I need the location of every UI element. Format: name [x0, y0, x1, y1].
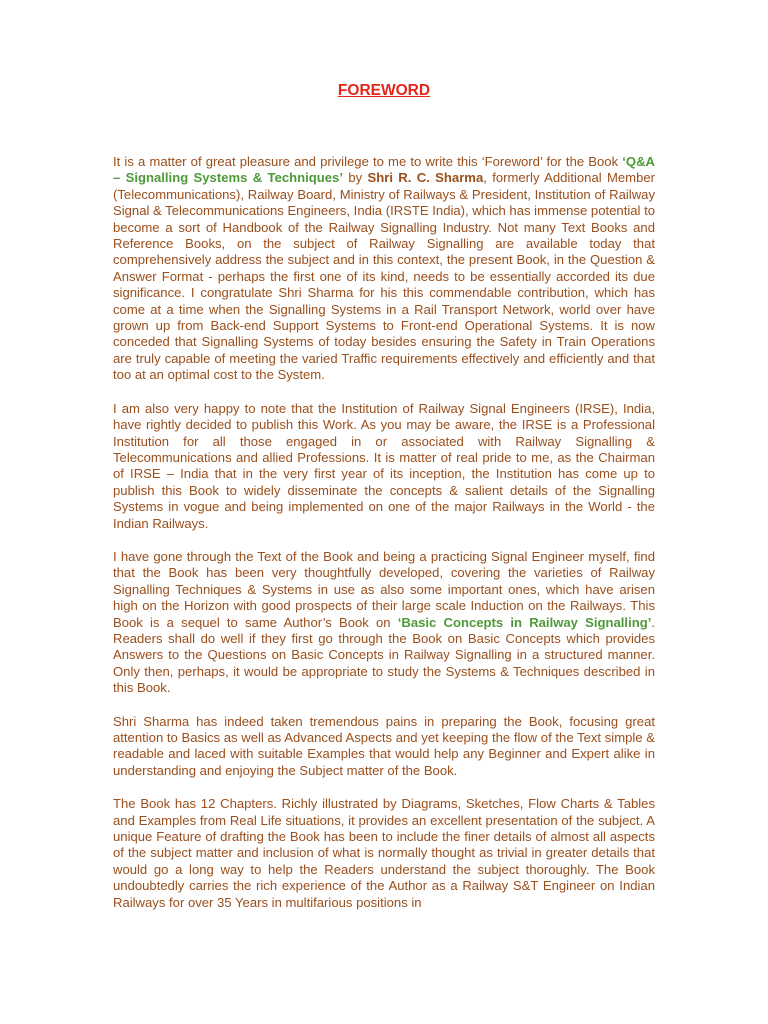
referenced-book-title: ‘Basic Concepts in Railway Signalling’	[397, 614, 652, 630]
paragraph-2: I am also very happy to note that the Institution of Railway Signal Engineers (IRSE), India, have rightly decided to publish this Work. As you may be aware, the IRSE is a Professional Institution for all those engaged in or associated with Railway Signalling & Telecommunications and allied Professions. It is matter of real pride to me, as the Chairman of IRSE – India that in the very first year of its inception, the Institution has come up to publish this Book to widely disseminate the concepts & salient details of the Signalling Systems in vogue and being implemented on one of the major Railways in the World - the Indian Railways.	[113, 400, 655, 531]
paragraph-1-text-a: It is a matter of great pleasure and privilege to me to write this ‘Foreword’ for the Book	[113, 154, 623, 169]
paragraph-3-text-a: I have gone through the Text of the Book and being a practicing Signal Engineer myself, find that the Book has been very thoughtfully developed, covering the varieties of Railway Signalling Techniques & Systems in use as also some important ones, which have arisen high on the Horizon with good prospects of their large scale Induction on the Railways. This Book is a sequel to same Author’s Book on	[113, 548, 655, 630]
paragraph-3-text-b: . Readers shall do well if they first go through the Book on Basic Concepts which provides Answers to the Questions on Basic Concepts in Railway Signalling in a structured manner. Only then, perhaps, it would be appropriate to study the Systems & Techniques described in this Book.	[113, 614, 655, 696]
paragraph-1	[113, 154, 655, 384]
paragraph-1-text-b: by	[342, 170, 368, 186]
document-body	[113, 154, 655, 928]
paragraph-5: The Book has 12 Chapters. Richly illustrated by Diagrams, Sketches, Flow Charts & Tables and Examples from Real Life situations, it provides an excellent presentation of the subject. A unique Feature of drafting the Book has been to include the finer details of almost all aspects of the subject matter and inclusion of what is normally thought as trivial in greater details that would go a long way to help the Readers understand the subject thoroughly. The Book undoubtedly carries the rich experience of the Author as a Railway S&T Engineer on Indian Railways for over 35 Years in multifarious positions in	[113, 796, 655, 910]
paragraph-3	[113, 549, 655, 697]
author-name: Shri R. C. Sharma	[367, 170, 484, 186]
page-title: FOREWORD	[337, 82, 431, 99]
paragraph-1-text-c: , formerly Additional Member (Telecommunications), Railway Board, Ministry of Railways & President, Institution of Railway Signal & Telecommunications Engineers, India (IRSTE India), which has immense potential to become a sort of Handbook of the Railway Signalling Industry. Not many Text Books and Reference Books, on the subject of Railway Signalling are available today that comprehensively address the subject and in this context, the present Book, in the Question & Answer Format - perhaps the first one of its kind, needs to be essentially accorded its due significance. I congratulate Shri Sharma for his this commendable contribution, which has come at a time when the Signalling Systems in a Rail Transport Network, world over have grown up from Back-end Support Systems to Front-end Operational Systems. It is now conceded that Signalling Systems of today besides ensuring the Safety in Train Operations are truly capable of meeting the varied Traffic requirements effectively and efficiently and that too at an optimal cost to the System.	[113, 170, 655, 383]
paragraph-4: Shri Sharma has indeed taken tremendous pains in preparing the Book, focusing great attention to Basics as well as Advanced Aspects and yet keeping the flow of the Text simple & readable and laced with suitable Examples that would help any Beginner and Expert alike in understanding and enjoying the Subject matter of the Book.	[113, 713, 655, 778]
book-title: ‘Q&A – Signalling Systems & Techniques’	[113, 154, 655, 186]
